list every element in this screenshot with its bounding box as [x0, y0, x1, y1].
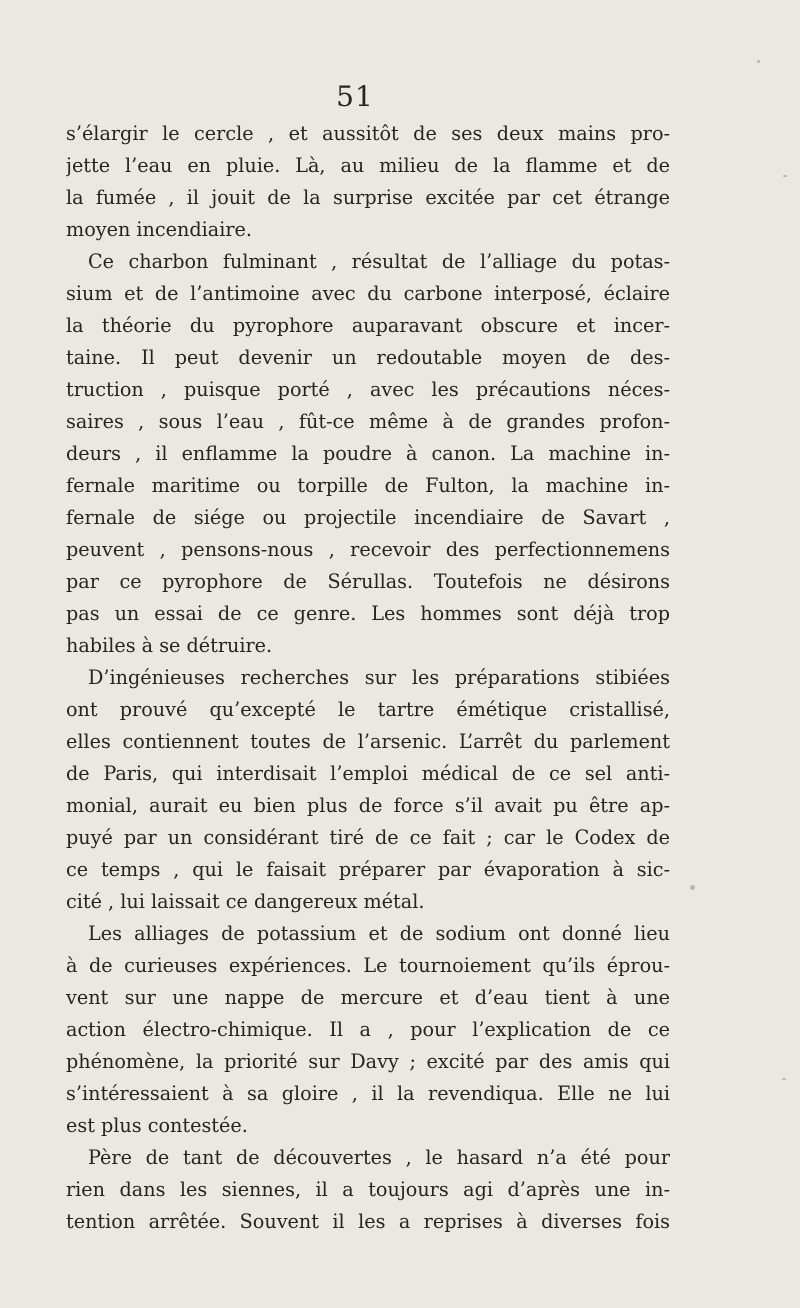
text-line: monial, aurait eu bien plus de force s’il avait pu être ap-: [66, 794, 670, 817]
text-line: ce temps , qui le faisait préparer par évaporation à sic-: [66, 858, 670, 881]
text-line: est plus contestée.: [66, 1114, 248, 1137]
text-line: la théorie du pyrophore auparavant obscure et incer-: [66, 314, 670, 337]
text-line: saires , sous l’eau , fût-ce même à de grandes profon-: [66, 410, 670, 433]
text-line: sium et de l’antimoine avec du carbone interposé, éclaire: [66, 282, 670, 305]
text-line: pas un essai de ce genre. Les hommes sont déjà trop: [66, 602, 670, 625]
text-line: s’intéressaient à sa gloire , il la revendiqua. Elle ne lui: [66, 1082, 670, 1105]
text-line: vent sur une nappe de mercure et d’eau tient à une: [66, 986, 670, 1009]
text-line: ont prouvé qu’excepté le tartre émétique cristallisé,: [66, 698, 670, 721]
page-number: 51: [336, 80, 374, 113]
text-line: habiles à se détruire.: [66, 634, 273, 657]
text-line: la fumée , il jouit de la surprise excitée par cet étrange: [66, 186, 670, 209]
text-line: tention arrêtée. Souvent il les a reprises à diverses fois: [66, 1210, 670, 1233]
text-line: rien dans les siennes, il a toujours agi d’après une in-: [66, 1178, 670, 1201]
paper-speck: [783, 175, 787, 177]
paper-speck: [782, 1078, 786, 1080]
text-line: Ce charbon fulminant , résultat de l’alliage du potas-: [88, 250, 670, 273]
body-text: [66, 118, 670, 1238]
text-line: par ce pyrophore de Sérullas. Toutefois ne désirons: [66, 570, 670, 593]
text-line: Les alliages de potassium et de sodium ont donné lieu: [88, 922, 670, 945]
text-line: moyen incendiaire.: [66, 218, 252, 241]
text-line: de Paris, qui interdisait l’emploi médical de ce sel anti-: [66, 762, 670, 785]
paper-speck: [690, 885, 695, 890]
text-line: taine. Il peut devenir un redoutable moyen de des-: [66, 346, 670, 369]
text-line: truction , puisque porté , avec les précautions néces-: [66, 378, 670, 401]
paper-speck: [757, 60, 760, 63]
text-line: fernale de siége ou projectile incendiaire de Savart ,: [66, 506, 670, 529]
text-line: peuvent , pensons-nous , recevoir des perfectionnemens: [66, 538, 670, 561]
text-line: phénomène, la priorité sur Davy ; excité par des amis qui: [66, 1050, 670, 1073]
text-line: Père de tant de découvertes , le hasard n’a été pour: [88, 1146, 670, 1169]
text-line: D’ingénieuses recherches sur les préparations stibiées: [88, 666, 670, 689]
text-line: fernale maritime ou torpille de Fulton, la machine in-: [66, 474, 670, 497]
text-line: s’élargir le cercle , et aussitôt de ses deux mains pro-: [66, 122, 670, 145]
text-line: action électro-chimique. Il a , pour l’explication de ce: [66, 1018, 670, 1041]
text-line: deurs , il enflamme la poudre à canon. La machine in-: [66, 442, 670, 465]
text-line: puyé par un considérant tiré de ce fait ; car le Codex de: [66, 826, 670, 849]
text-line: à de curieuses expériences. Le tournoiement qu’ils éprou-: [66, 954, 670, 977]
text-line: elles contiennent toutes de l’arsenic. L’arrêt du parlement: [66, 730, 670, 753]
text-line: cité , lui laissait ce dangereux métal.: [66, 890, 425, 913]
text-line: jette l’eau en pluie. Là, au milieu de la flamme et de: [66, 154, 670, 177]
